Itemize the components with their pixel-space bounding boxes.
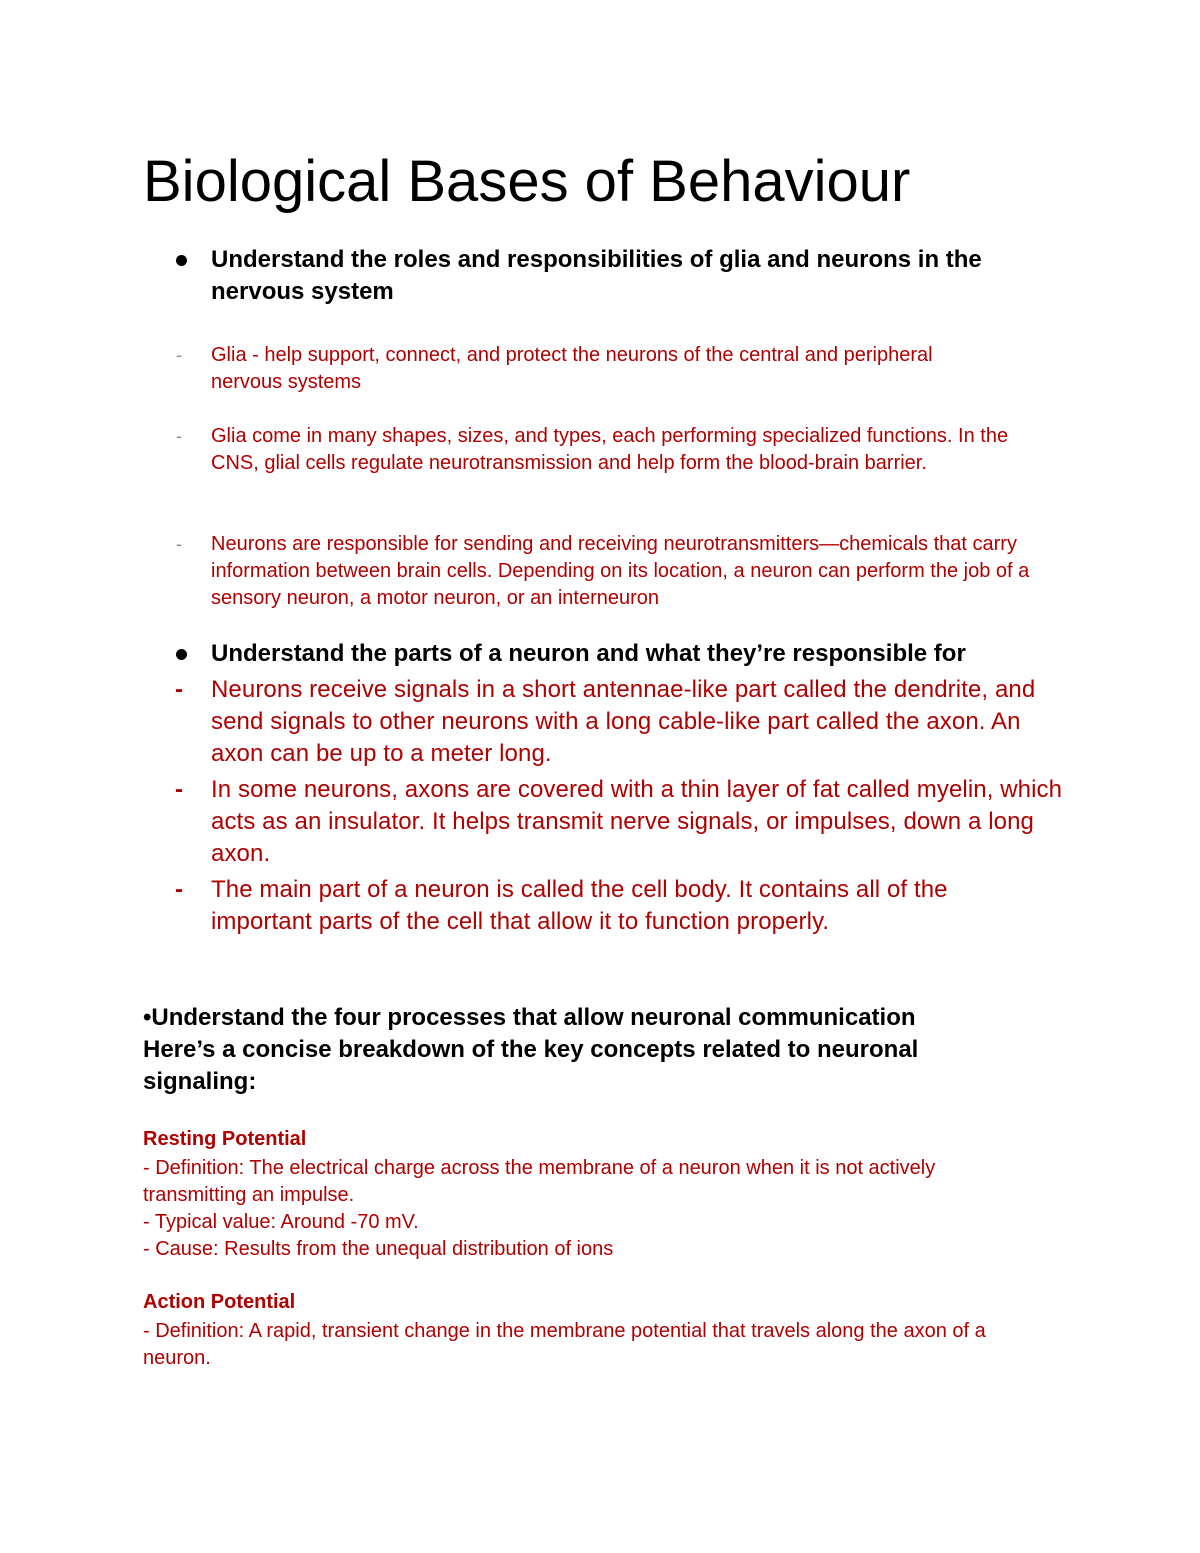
glia-item-1: Glia - help support, connect, and protect the neurons of the central and peripheral nervous systems bbox=[211, 344, 933, 393]
glia-item-3: Neurons are responsible for sending and receiving neurotransmitters—chemicals that carry information between brain cells. Depending on its location, a neuron can perform the job of a sensory neuron, a motor neuron, or an interneuron bbox=[211, 533, 1030, 609]
page-title: Biological Bases of Behaviour bbox=[143, 149, 911, 214]
action-definition: - Definition: A rapid, transient change in the membrane potential that travels along the axon of a neuron. bbox=[143, 1320, 986, 1369]
dash-marker: - bbox=[175, 776, 183, 803]
dash-marker: - bbox=[175, 676, 183, 703]
resting-potential-title: Resting Potential bbox=[143, 1128, 307, 1150]
dash-marker: - bbox=[176, 534, 182, 554]
dash-marker: - bbox=[176, 345, 182, 365]
communication-heading: •Understand the four processes that allow neuronal communication bbox=[143, 1004, 916, 1031]
dash-marker: - bbox=[175, 876, 183, 903]
resting-typical-value: - Typical value: Around -70 mV. bbox=[143, 1211, 419, 1233]
neuron-part-item-3: The main part of a neuron is called the cell body. It contains all of the important parts of the cell that allow it to function properly. bbox=[211, 876, 948, 935]
neuron-part-item-2: In some neurons, axons are covered with a thin layer of fat called myelin, which acts as an insulator. It helps transmit nerve signals, or impulses, down a long axon. bbox=[211, 776, 1063, 867]
action-potential-title: Action Potential bbox=[143, 1291, 296, 1313]
communication-intro: Here’s a concise breakdown of the key concepts related to neuronal signaling: bbox=[143, 1036, 919, 1095]
section-heading-glia: Understand the roles and responsibilities of glia and neurons in the nervous system bbox=[211, 246, 982, 305]
bullet-icon bbox=[176, 255, 187, 266]
neuron-part-item-1: Neurons receive signals in a short antennae-like part called the dendrite, and send signals to other neurons with a long cable-like part called the axon. An axon can be up to a meter long. bbox=[211, 676, 1036, 767]
section-heading-neuron-parts: Understand the parts of a neuron and what they’re responsible for bbox=[211, 640, 966, 667]
resting-cause: - Cause: Results from the unequal distribution of ions bbox=[143, 1238, 614, 1260]
resting-definition: - Definition: The electrical charge across the membrane of a neuron when it is not actively transmitting an impulse. bbox=[143, 1157, 936, 1206]
dash-marker: - bbox=[176, 426, 182, 446]
bullet-icon bbox=[176, 649, 187, 660]
glia-item-2: Glia come in many shapes, sizes, and types, each performing specialized functions. In the CNS, glial cells regulate neurotransmission and help form the blood-brain barrier. bbox=[211, 425, 1009, 474]
